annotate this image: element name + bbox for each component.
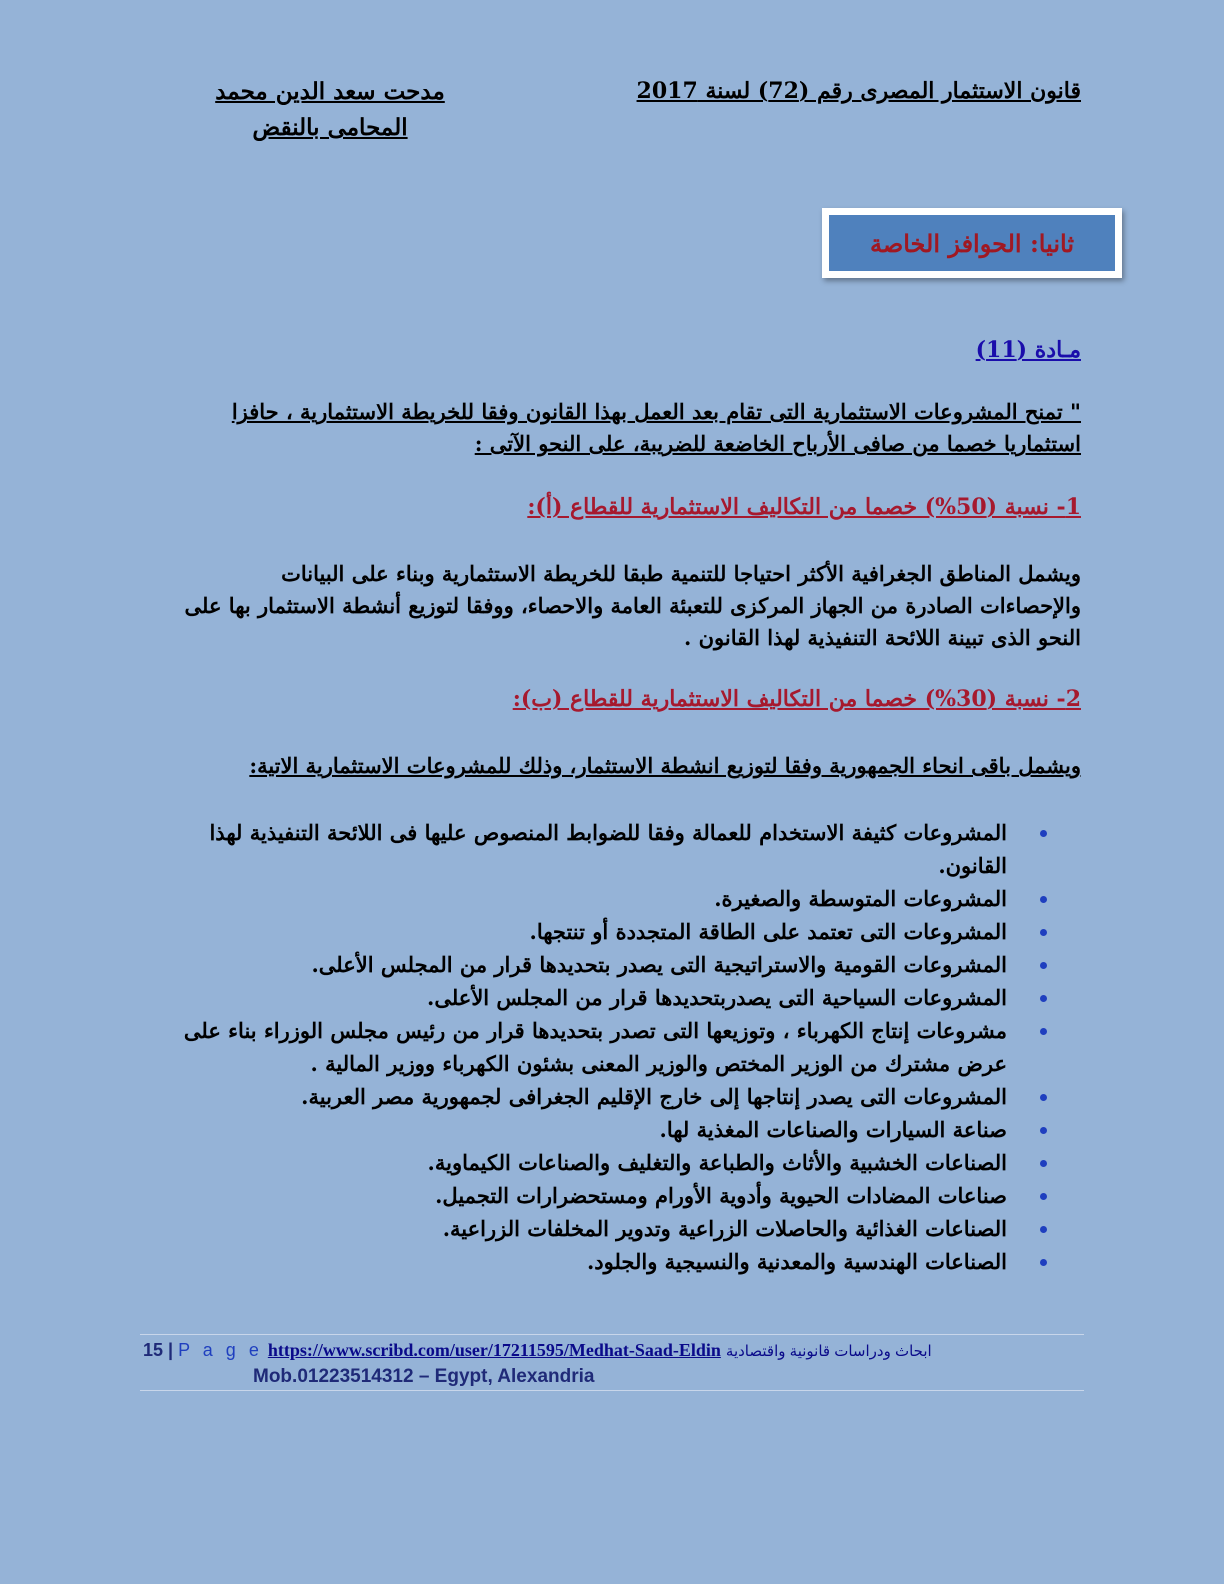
list-item-text: صناعة السيارات والصناعات المغذية لها. <box>659 1117 1007 1142</box>
page-separator: | <box>168 1340 174 1360</box>
list-item <box>181 1113 1081 1146</box>
law-title: قانون الاستثمار المصرى رقم (72) لسنة 2017 <box>636 78 1081 104</box>
scribd-link[interactable]: https://www.scribd.com/user/17211595/Medhat-Saad-Eldin <box>267 1340 721 1360</box>
list-item <box>181 1014 1081 1080</box>
author-title: المحامى بالنقض <box>252 114 408 141</box>
page-label: P a g e <box>178 1340 263 1360</box>
bullet-icon <box>1040 896 1047 903</box>
footer-divider-bottom <box>140 1390 1084 1391</box>
bullet-icon <box>1040 1193 1047 1200</box>
bullet-icon <box>1040 830 1047 837</box>
bullet-icon <box>1040 1094 1047 1101</box>
list-item <box>181 1146 1081 1179</box>
list-item <box>181 1245 1081 1278</box>
list-item-text: المشروعات التى يصدر إنتاجها إلى خارج الإقليم الجغرافى لجمهورية مصر العربية. <box>301 1084 1007 1109</box>
list-item-text: الصناعات الهندسية والمعدنية والنسيجية والجلود. <box>586 1249 1007 1274</box>
item1-heading: 1- نسبة (50%) خصما من التكاليف الاستثمارية للقطاع (أ): <box>527 494 1081 520</box>
list-item-text: المشروعات القومية والاستراتيجية التى يصدر بتحديدها قرار من المجلس الأعلى. <box>311 952 1007 977</box>
list-item <box>181 882 1081 915</box>
bullet-icon <box>1040 1127 1047 1134</box>
list-item <box>181 948 1081 981</box>
bullet-icon <box>1040 962 1047 969</box>
footer-divider-top <box>140 1334 1084 1335</box>
list-item-text: مشروعات إنتاج الكهرباء ، وتوزيعها التى تصدر بتحديدها قرار من رئيس مجلس الوزراء بناء على عرض مشترك من الوزير المختص والوزير المعنى بشئون الكهرباء ووزير المالية . <box>183 1018 1007 1076</box>
article-intro: " تمنح المشروعات الاستثمارية التى تقام بعد العمل بهذا القانون وفقا للخريطة الاستثمارية ، حافزا استثماريا خصما من صافى الأرباح الخاضعة للضريبة، على النحو الآتى : <box>231 399 1081 456</box>
footer <box>143 1340 1003 1361</box>
bullet-icon <box>1040 1226 1047 1233</box>
bullet-icon <box>1040 1160 1047 1167</box>
bullet-icon <box>1040 1259 1047 1266</box>
list-item <box>181 1212 1081 1245</box>
list-item-text: المشروعات التى تعتمد على الطاقة المتجددة أو تنتجها. <box>529 919 1007 944</box>
list-item-text: المشروعات السياحية التى يصدربتحديدها قرار من المجلس الأعلى. <box>427 985 1007 1010</box>
author-block <box>170 74 490 146</box>
page-number: 15 <box>143 1340 164 1360</box>
item2-heading: 2- نسبة (30%) خصما من التكاليف الاستثمارية للقطاع (ب): <box>512 686 1081 712</box>
item2-body: ويشمل باقى انحاء الجمهورية وفقا لتوزيع انشطة الاستثمار، وذلك للمشروعات الاستثمارية الاتية: <box>249 753 1081 778</box>
list-item <box>181 981 1081 1014</box>
bullet-icon <box>1040 929 1047 936</box>
list-item <box>181 816 1081 882</box>
bullet-icon <box>1040 995 1047 1002</box>
footer-mobile: Mob.01223514312 – Egypt, Alexandria <box>253 1366 595 1387</box>
list-item-text: الصناعات الخشبية والأثاث والطباعة والتغليف والصناعات الكيماوية. <box>427 1150 1007 1175</box>
list-item-text: الصناعات الغذائية والحاصلات الزراعية وتدوير المخلفات الزراعية. <box>442 1216 1007 1241</box>
list-item <box>181 915 1081 948</box>
author-name: مدحت سعد الدين محمد <box>215 78 445 105</box>
item1-body: ويشمل المناطق الجغرافية الأكثر احتياجا للتنمية طبقا للخريطة الاستثمارية وبناء على البيانات والإحصاءات الصادرة من الجهاز المركزى للتعبئة العامة والاحصاء، ووفقا لتوزيع أنشطة الاستثمار بها على النحو الذى تبينة اللائحة التنفيذية لهذا القانون . <box>184 561 1081 650</box>
bullet-icon <box>1040 1028 1047 1035</box>
list-item-text: المشروعات المتوسطة والصغيرة. <box>714 886 1007 911</box>
list-item-text: صناعات المضادات الحيوية وأدوية الأورام ومستحضرارات التجميل. <box>435 1183 1007 1208</box>
section-title: ثانيا: الحوافز الخاصة <box>829 215 1115 271</box>
footer-arabic-note: ابحاث ودراسات قانونية واقتصادية <box>725 1343 932 1360</box>
list-item <box>181 1080 1081 1113</box>
list-item-text: المشروعات كثيفة الاستخدام للعمالة وفقا للضوابط المنصوص عليها فى اللائحة التنفيذية لهذا القانون. <box>209 820 1007 878</box>
section-title-box <box>822 208 1122 278</box>
list-item <box>181 1179 1081 1212</box>
article-heading: مـادة (11) <box>975 337 1081 363</box>
project-list <box>181 816 1081 1278</box>
